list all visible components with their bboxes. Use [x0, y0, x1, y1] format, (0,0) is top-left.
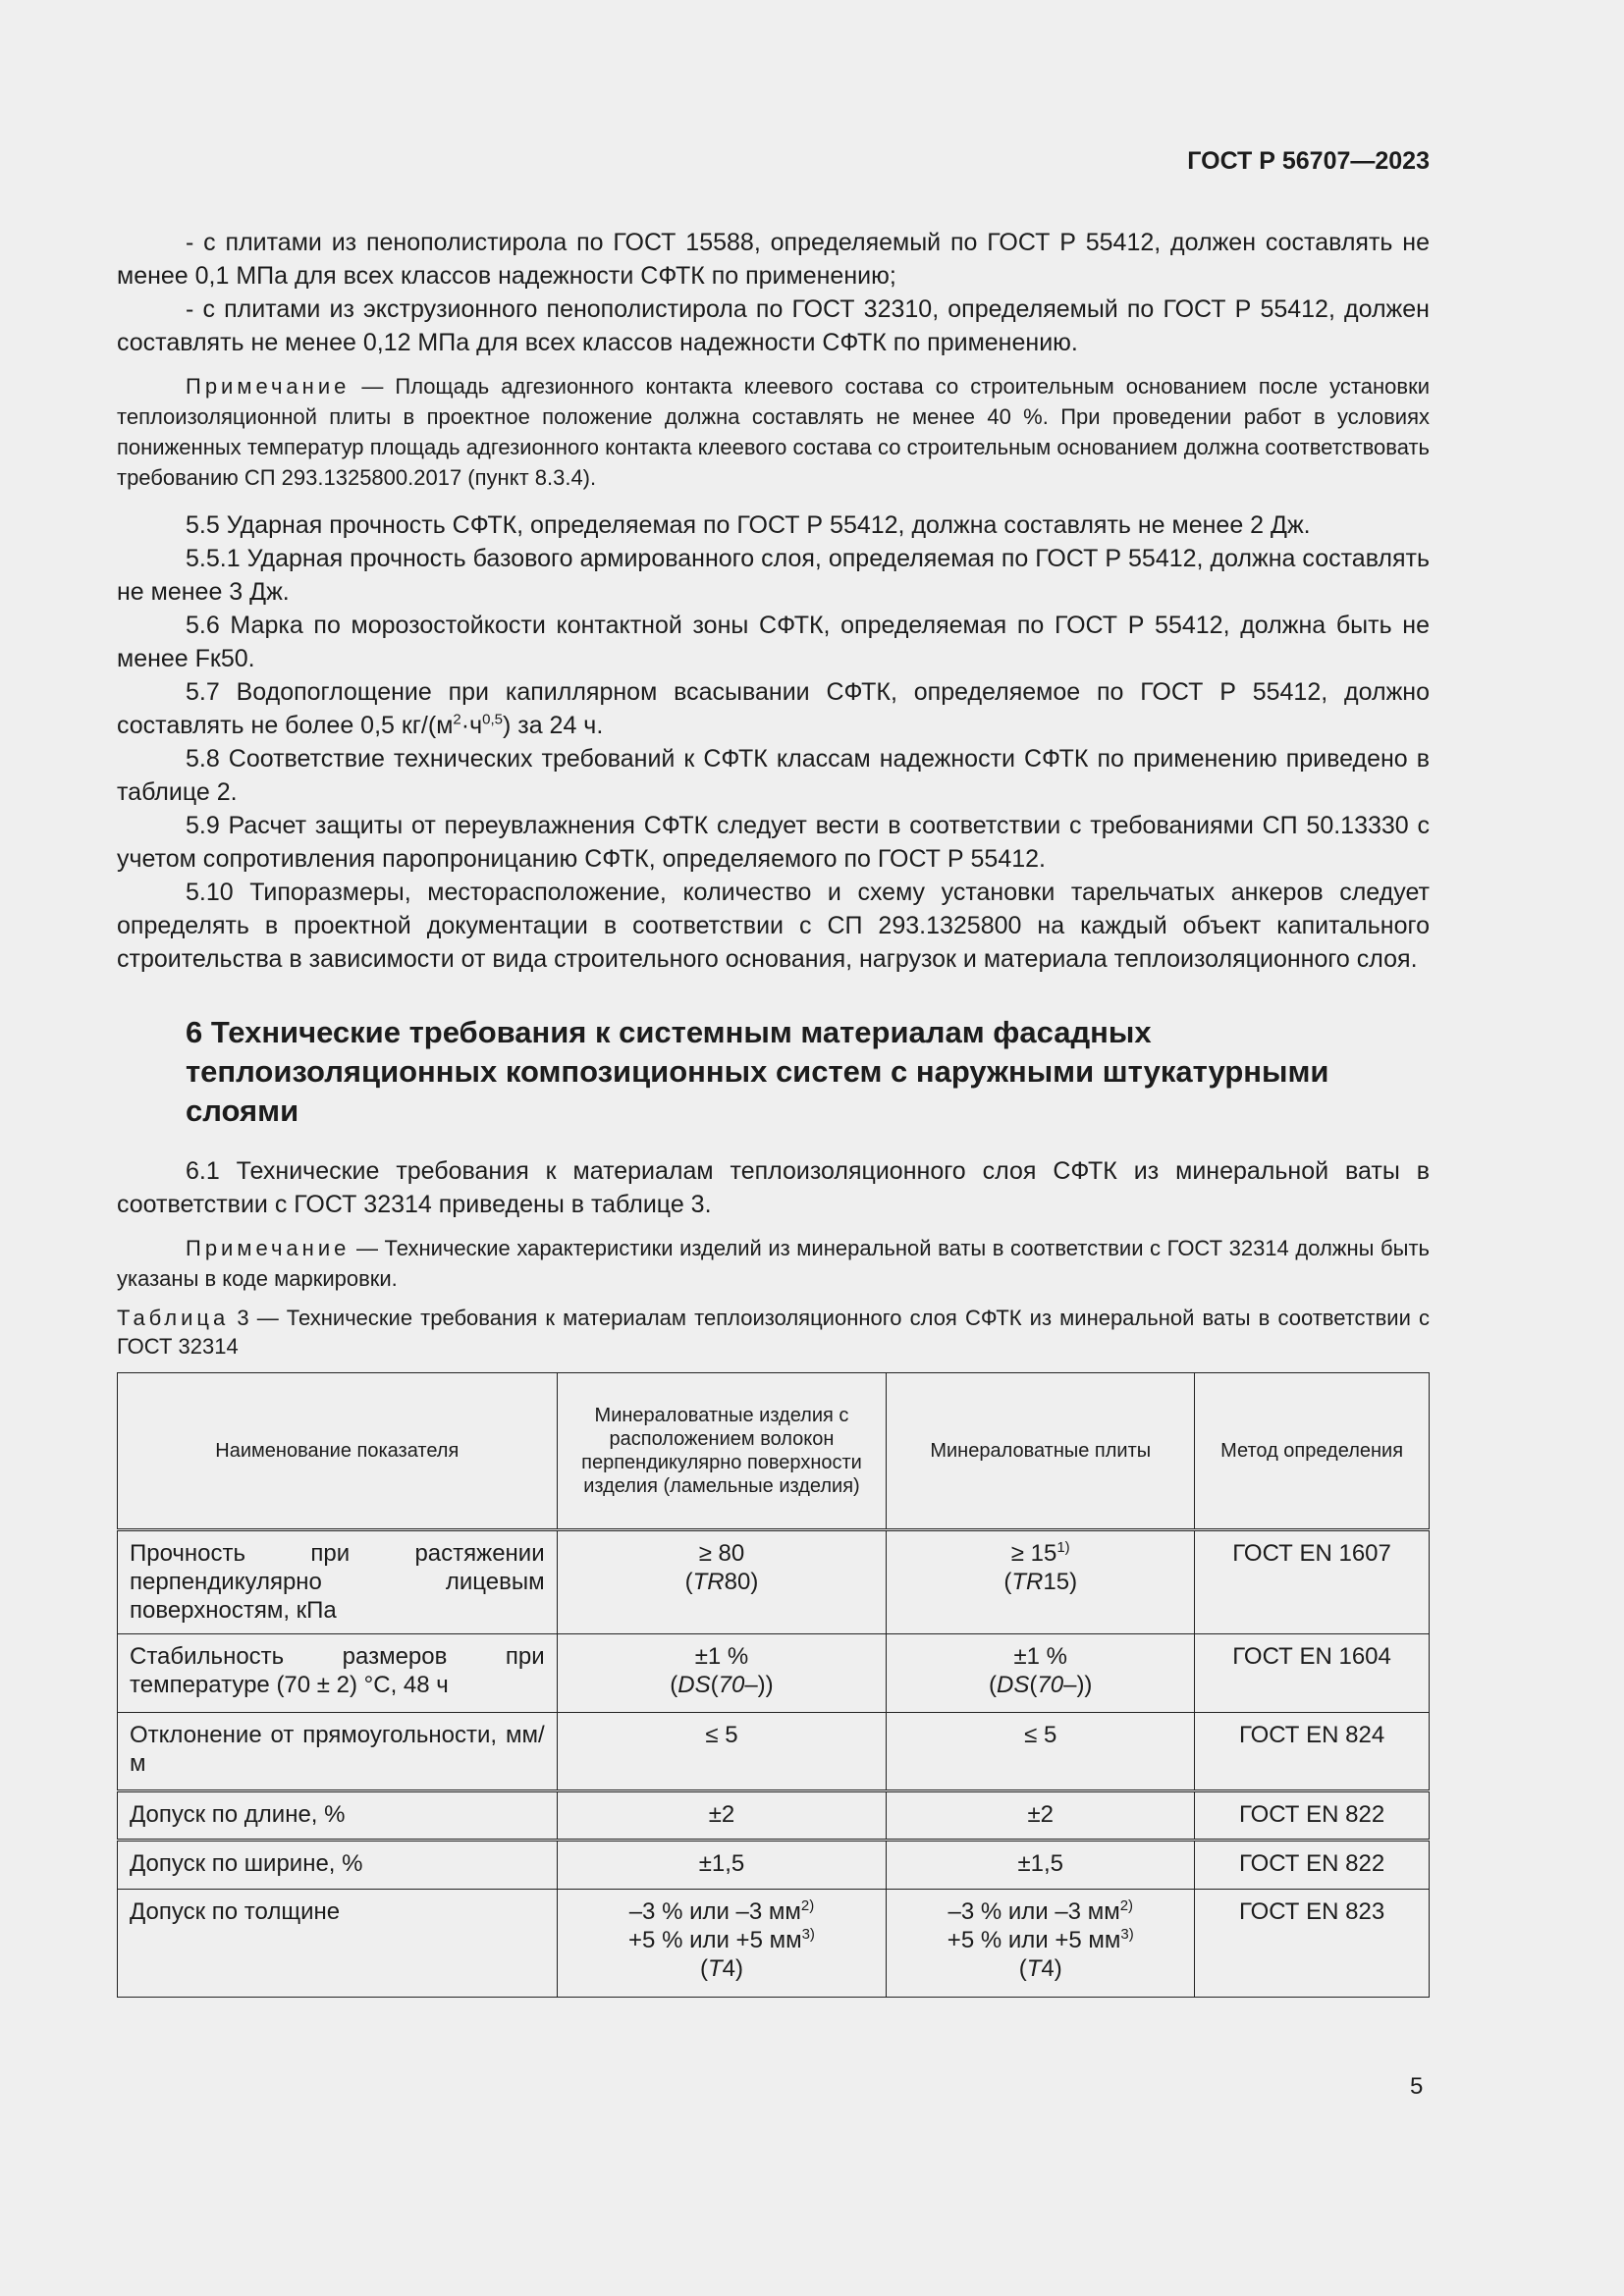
- paragraph-xps: - с плитами из экструзионного пенополистирола по ГОСТ 32310, определяемый по ГОСТ Р 55412, должен составлять не менее 0,12 МПа для всех классов надежности СФТК по применению.: [117, 295, 1430, 356]
- document-body: [117, 226, 1430, 1998]
- section-6-heading: 6 Технические требования к системным материалам фасадных теплоизоляционных композиционных систем с наружными штукатурными слоями: [186, 1015, 1329, 1128]
- note-text: — Площадь адгезионного контакта клеевого состава со строительным основанием после установки теплоизоляционной плиты в проектное положение должна составлять не менее 40 %. При проведении работ в условиях пониженных температур площадь адгезионного контакта клеевого состава со строительным основанием должна соответствовать требованию СП 293.1325800.2017 (пункт 8.3.4).: [117, 374, 1430, 490]
- header-boards: Минераловатные плиты: [887, 1373, 1195, 1530]
- paragraph-5-7: 5.7 Водопоглощение при капиллярном всасывании СФТК, определяемое по ГОСТ Р 55412, должно составлять не более 0,5 $кг/(м^2\cdot ч^{0,5})$ за 24 ч.: [117, 678, 1430, 739]
- header-lamella: Минераловатные изделия с расположением волокон перпендикулярно поверхности изделия (ламельные изделия): [557, 1373, 887, 1530]
- page-number: 5: [1410, 2073, 1424, 2100]
- header-indicator: Наименование показателя: [118, 1373, 558, 1530]
- document-code: ГОСТ Р 56707—2023: [1187, 147, 1430, 175]
- note-label: Примечание: [186, 1236, 351, 1260]
- table-row: Отклонение от прямоугольности, мм/м ≤ 5 ≤ 5 ГОСТ EN 824: [118, 1713, 1430, 1791]
- note-text: — Технические характеристики изделий из минеральной ваты в соответствии с ГОСТ 32314 должны быть указаны в коде маркировки.: [117, 1236, 1430, 1291]
- table-row: Допуск по длине, % ±2 ±2 ГОСТ EN 822: [118, 1791, 1430, 1841]
- table-caption: Таблица 3 — Технические требования к материалам теплоизоляционного слоя СФТК из минеральной ваты в соответствии с ГОСТ 32314: [117, 1306, 1430, 1359]
- header-method: Метод определения: [1195, 1373, 1430, 1530]
- table-row: Допуск по толщине –3 % или –3 $мм^{2)}$ +5 % или +5 $мм^{3)}$ (T4) –3 % или –3 $мм^{2)}$ +5 % или +5 $мм^{3)}$ (T4) ГОСТ EN 823: [118, 1890, 1430, 1998]
- table-3: [117, 1372, 1430, 1998]
- paragraph-6-1: 6.1 Технические требования к материалам теплоизоляционного слоя СФТК из минеральной ваты в соответствии с ГОСТ 32314 приведены в таблице 3.: [117, 1157, 1430, 1218]
- table-row: Прочность при растяжении перпендикулярно лицевым поверхностям, кПа ≥ 80 (TR80) ≥ $15^{1)}$ (TR15) ГОСТ EN 1607: [118, 1530, 1430, 1634]
- paragraph-5-6: 5.6 Марка по морозостойкости контактной зоны СФТК, определяемая по ГОСТ Р 55412, должна быть не менее Fк50.: [117, 612, 1430, 672]
- paragraph-eps: - с плитами из пенополистирола по ГОСТ 15588, определяемый по ГОСТ Р 55412, должен составлять не менее 0,1 МПа для всех классов надежности СФТК по применению;: [117, 229, 1430, 290]
- note-mineral-wool: [117, 1233, 1430, 1294]
- table-header-row: [118, 1373, 1430, 1530]
- table-row: Стабильность размеров при температуре (70 ± 2) °С, 48 ч ±1 % (DS(70–)) ±1 % (DS(70–)) ГОСТ EN 1604: [118, 1634, 1430, 1713]
- paragraph-5-10: 5.10 Типоразмеры, месторасположение, количество и схему установки тарельчатых анкеров следует определять в проектной документации в соответствии с СП 293.1325800 на каждый объект капитального строительства в зависимости от вида строительного основания, нагрузок и материала теплоизоляционного слоя.: [117, 879, 1430, 973]
- table-row: Допуск по ширине, % ±1,5 ±1,5 ГОСТ EN 822: [118, 1841, 1430, 1890]
- paragraph-5-5: 5.5 Ударная прочность СФТК, определяемая по ГОСТ Р 55412, должна составлять не менее 2 Дж.: [186, 511, 1311, 539]
- paragraph-5-9: 5.9 Расчет защиты от переувлажнения СФТК следует вести в соответствии с требованиями СП 50.13330 с учетом сопротивления паропроницанию СФТК, определяемого по ГОСТ Р 55412.: [117, 812, 1430, 873]
- paragraph-5-8: 5.8 Соответствие технических требований к СФТК классам надежности СФТК по применению приведено в таблице 2.: [117, 745, 1430, 806]
- paragraph-5-5-1: 5.5.1 Ударная прочность базового армированного слоя, определяемая по ГОСТ Р 55412, должна составлять не менее 3 Дж.: [117, 545, 1430, 606]
- note-label: Примечание: [186, 374, 351, 399]
- note-adhesion: [117, 371, 1430, 493]
